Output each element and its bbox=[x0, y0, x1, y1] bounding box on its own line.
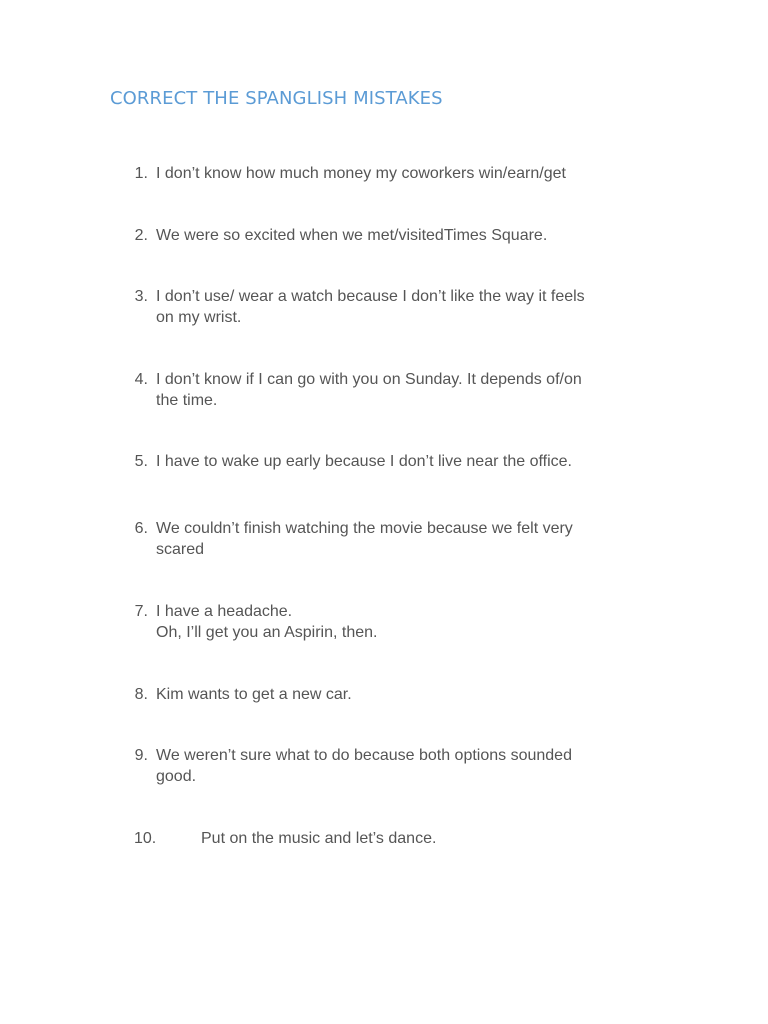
document-title: CORRECT THE SPANGLISH MISTAKES bbox=[110, 88, 443, 109]
item-text: I have a headache. Oh, I’ll get you an Aspirin, then. bbox=[156, 603, 378, 641]
item-text: I don’t know how much money my coworkers win/earn/get bbox=[156, 165, 566, 182]
item-number: 1. bbox=[134, 165, 148, 182]
item-number: 5. bbox=[134, 453, 148, 470]
item-number: 9. bbox=[134, 747, 148, 764]
item-text: Put on the music and let’s dance. bbox=[201, 830, 437, 847]
item-number: 3. bbox=[134, 288, 148, 305]
item-number: 2. bbox=[134, 227, 148, 244]
item-number: 4. bbox=[134, 371, 148, 388]
item-text: We were so excited when we met/visitedTimes Square. bbox=[156, 227, 548, 244]
item-text: I don’t know if I can go with you on Sunday. It depends of/on the time. bbox=[156, 371, 582, 409]
item-text: We couldn’t finish watching the movie because we felt very scared bbox=[156, 520, 573, 558]
item-number: 8. bbox=[134, 686, 148, 703]
item-text: I don’t use/ wear a watch because I don’t like the way it feels on my wrist. bbox=[156, 288, 585, 326]
item-text: Kim wants to get a new car. bbox=[156, 686, 352, 703]
item-text: We weren’t sure what to do because both options sounded good. bbox=[156, 747, 572, 785]
item-text: I have to wake up early because I don’t live near the office. bbox=[156, 453, 572, 470]
item-number: 7. bbox=[134, 603, 148, 620]
item-number: 6. bbox=[134, 520, 148, 537]
item-number: 10. bbox=[134, 830, 157, 847]
